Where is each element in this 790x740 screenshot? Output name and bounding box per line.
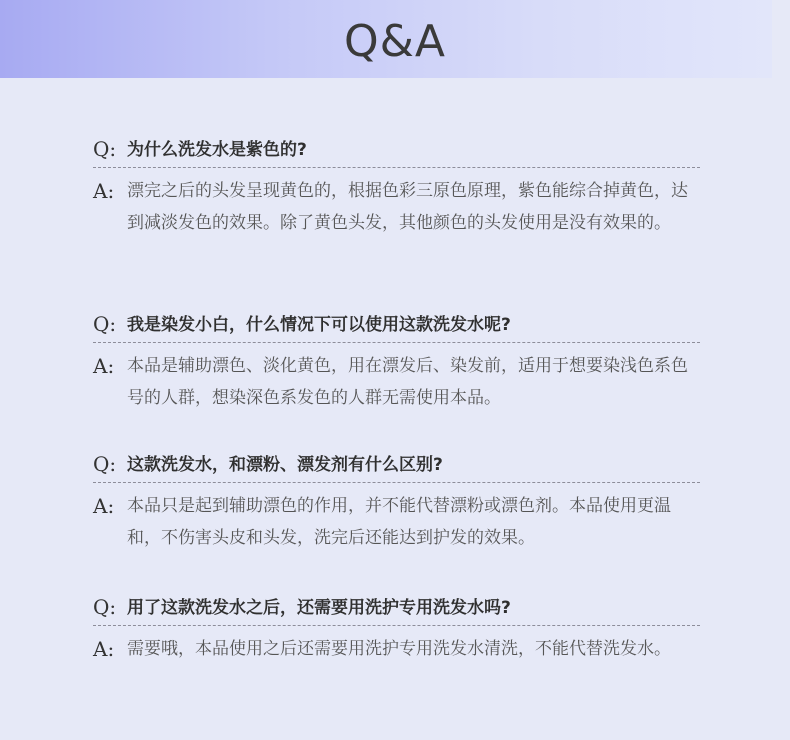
question-label: Q: bbox=[93, 595, 117, 619]
answer-label: A: bbox=[93, 354, 115, 378]
answer-row bbox=[93, 626, 700, 665]
question-row bbox=[93, 135, 700, 168]
answer-text: 漂完之后的头发呈现黄色的，根据色彩三原色原理，紫色能综合掉黄色，达到减淡发色的效果。除了黄色头发，其他颜色的头发使用是没有效果的。 bbox=[127, 181, 688, 233]
answer-text: 本品只是起到辅助漂色的作用，并不能代替漂粉或漂色剂。本品使用更温和，不伤害头皮和头发，洗完后还能达到护发的效果。 bbox=[127, 496, 671, 548]
question-text: 我是染发小白，什么情况下可以使用这款洗发水呢? bbox=[127, 315, 511, 335]
page-title: Q&A bbox=[343, 16, 447, 67]
qa-item-4 bbox=[93, 593, 700, 665]
answer-label: A: bbox=[93, 179, 115, 203]
answer-text: 本品是辅助漂色、淡化黄色，用在漂发后、染发前，适用于想要染浅色系色号的人群，想染深色系发色的人群无需使用本品。 bbox=[127, 356, 688, 408]
qa-list bbox=[93, 135, 700, 665]
answer-label: A: bbox=[93, 494, 115, 518]
question-row bbox=[93, 450, 700, 483]
qa-item-2 bbox=[93, 310, 700, 450]
question-text: 这款洗发水，和漂粉、漂发剂有什么区别? bbox=[127, 455, 443, 475]
question-label: Q: bbox=[93, 137, 117, 161]
question-row bbox=[93, 593, 700, 626]
question-text: 用了这款洗发水之后，还需要用洗护专用洗发水吗? bbox=[127, 598, 511, 618]
question-label: Q: bbox=[93, 452, 117, 476]
answer-label: A: bbox=[93, 637, 115, 661]
question-row bbox=[93, 310, 700, 343]
question-text: 为什么洗发水是紫色的? bbox=[127, 140, 307, 160]
answer-row bbox=[93, 483, 700, 554]
qa-item-3 bbox=[93, 450, 700, 593]
answer-row bbox=[93, 343, 700, 414]
qa-item-1 bbox=[93, 135, 700, 310]
question-label: Q: bbox=[93, 312, 117, 336]
answer-row bbox=[93, 168, 700, 239]
answer-text: 需要哦，本品使用之后还需要用洗护专用洗发水清洗，不能代替洗发水。 bbox=[127, 639, 671, 659]
